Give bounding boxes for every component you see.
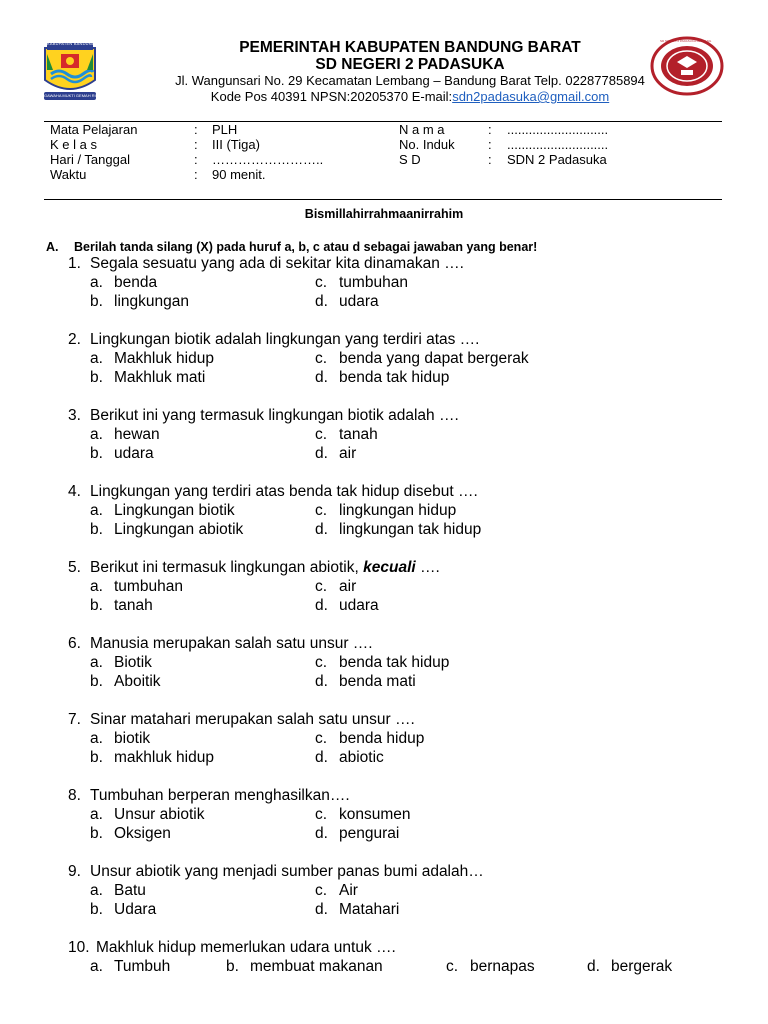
induk-field[interactable]: ............................ — [507, 137, 609, 152]
option-text: air — [339, 445, 357, 462]
header-school-name: SD NEGERI 2 PADASUKA — [315, 56, 505, 73]
option-c[interactable] — [315, 426, 378, 444]
option-text: benda — [114, 274, 158, 291]
question-number: 10. — [68, 939, 90, 956]
option-b[interactable] — [90, 521, 243, 539]
option-d[interactable] — [587, 958, 672, 976]
question-text: Lingkungan biotik adalah lingkungan yang terdiri atas …. — [90, 331, 480, 348]
option-letter: c. — [315, 350, 328, 367]
option-c[interactable] — [315, 578, 356, 596]
option-text: lingkungan hidup — [339, 502, 457, 519]
header-postcode-npsn: Kode Pos 40391 NPSN:20205370 E-mail: — [210, 89, 453, 104]
header-divider — [44, 121, 722, 122]
question-number: 5. — [68, 559, 81, 576]
option-letter: d. — [315, 369, 328, 386]
option-letter: d. — [315, 673, 328, 690]
sd-value: SDN 2 Padasuka — [507, 152, 607, 167]
option-b[interactable] — [90, 825, 171, 843]
mapel-value: PLH — [212, 122, 238, 137]
option-letter: c. — [315, 578, 328, 595]
question-text: Unsur abiotik yang menjadi sumber panas bumi adalah… — [90, 863, 484, 880]
option-a[interactable] — [90, 426, 160, 444]
option-letter: a. — [90, 958, 103, 975]
option-letter: c. — [315, 730, 328, 747]
colon: : — [488, 137, 492, 152]
option-letter: b. — [90, 673, 103, 690]
header-contact — [100, 89, 720, 104]
sd-label: S D — [399, 152, 421, 167]
option-d[interactable] — [315, 901, 399, 919]
info-divider — [44, 199, 722, 200]
option-text: lingkungan tak hidup — [339, 521, 482, 538]
question-2 — [68, 331, 479, 349]
waktu-label: Waktu — [50, 167, 87, 182]
question-number: 6. — [68, 635, 81, 652]
question-1 — [68, 255, 464, 273]
option-text: benda mati — [339, 673, 416, 690]
question-text: Manusia merupakan salah satu unsur …. — [90, 635, 373, 652]
option-text: membuat makanan — [250, 958, 383, 975]
question-5 — [68, 559, 440, 577]
option-text: udara — [339, 597, 379, 614]
question-3 — [68, 407, 459, 425]
option-c[interactable] — [315, 350, 529, 368]
logo-left-motto: GAWAHA MUKTI GEMAH RIPAH — [44, 93, 104, 98]
option-letter: b. — [90, 597, 103, 614]
mapel-label: Mata Pelajaran — [50, 122, 138, 137]
option-letter: b. — [226, 958, 239, 975]
colon: : — [194, 152, 198, 167]
option-letter: c. — [446, 958, 459, 975]
option-letter: c. — [315, 654, 328, 671]
option-text: tanah — [339, 426, 378, 443]
option-text: benda tak hidup — [339, 369, 450, 386]
option-letter: d. — [315, 901, 328, 918]
option-letter: b. — [90, 521, 103, 538]
option-text: benda hidup — [339, 730, 425, 747]
colon: : — [194, 167, 198, 182]
option-letter: a. — [90, 806, 103, 823]
hari-label: Hari / Tanggal — [50, 152, 130, 167]
option-letter: c. — [315, 274, 328, 291]
option-d[interactable] — [315, 293, 379, 311]
option-letter: b. — [90, 825, 103, 842]
option-text: lingkungan — [114, 293, 189, 310]
bismillah-heading: Bismillahirrahmaanirrahim — [304, 207, 464, 221]
question-7 — [68, 711, 415, 729]
option-a[interactable] — [90, 882, 146, 900]
option-letter: b. — [90, 293, 103, 310]
option-text: Matahari — [339, 901, 400, 918]
option-text: air — [339, 578, 357, 595]
option-text: Biotik — [114, 654, 152, 671]
waktu-value: 90 menit. — [212, 167, 266, 182]
option-letter: c. — [315, 882, 328, 899]
option-text: Lingkungan biotik — [114, 502, 235, 519]
question-emphasis: kecuali — [363, 559, 416, 576]
option-text: benda tak hidup — [339, 654, 450, 671]
option-text: biotik — [114, 730, 151, 747]
option-d[interactable] — [315, 749, 384, 767]
section-letter: A. — [46, 240, 59, 254]
hari-value: …………………….. — [212, 152, 324, 167]
question-6 — [68, 635, 373, 653]
option-text: abiotic — [339, 749, 384, 766]
option-a[interactable] — [90, 958, 170, 976]
question-number: 4. — [68, 483, 81, 500]
option-c[interactable] — [315, 730, 424, 748]
option-c[interactable] — [315, 654, 449, 672]
question-number: 8. — [68, 787, 81, 804]
option-c[interactable] — [315, 502, 456, 520]
section-instruction — [46, 240, 537, 254]
option-text: makhluk hidup — [114, 749, 214, 766]
header-government: PEMERINTAH KABUPATEN BANDUNG BARAT — [239, 39, 581, 56]
question-text: Berikut ini yang termasuk lingkungan biotik adalah …. — [90, 407, 459, 424]
option-d[interactable] — [315, 445, 356, 463]
option-d[interactable] — [315, 597, 379, 615]
option-b[interactable] — [90, 749, 214, 767]
option-text: Makhluk mati — [114, 369, 206, 386]
option-text: udara — [339, 293, 379, 310]
option-letter: c. — [315, 502, 328, 519]
option-text: Udara — [114, 901, 157, 918]
question-text: Segala sesuatu yang ada di sekitar kita dinamakan …. — [90, 255, 464, 272]
question-10 — [68, 939, 396, 957]
option-letter: d. — [315, 597, 328, 614]
option-b[interactable] — [90, 369, 205, 387]
kelas-label: K e l a s — [50, 137, 97, 152]
option-letter: a. — [90, 350, 103, 367]
option-b[interactable] — [226, 958, 383, 976]
option-c[interactable] — [315, 274, 408, 292]
option-d[interactable] — [315, 521, 481, 539]
option-text: konsumen — [339, 806, 411, 823]
question-number: 1. — [68, 255, 81, 272]
option-b[interactable] — [90, 673, 161, 691]
question-text: Berikut ini termasuk lingkungan abiotik, — [90, 559, 359, 576]
option-text: tumbuhan — [339, 274, 408, 291]
option-text: Tumbuh — [114, 958, 171, 975]
option-letter: c. — [315, 426, 328, 443]
option-letter: b. — [90, 369, 103, 386]
option-letter: d. — [315, 521, 328, 538]
option-text: Unsur abiotik — [114, 806, 205, 823]
option-letter: a. — [90, 654, 103, 671]
question-number: 2. — [68, 331, 81, 348]
nama-field[interactable]: ............................ — [507, 122, 609, 137]
induk-label: No. Induk — [399, 137, 455, 152]
option-text: hewan — [114, 426, 160, 443]
option-text: bernapas — [470, 958, 535, 975]
question-text: Makhluk hidup memerlukan udara untuk …. — [96, 939, 396, 956]
email-link[interactable]: sdn2padasuka@gmail.com — [452, 89, 610, 104]
option-letter: d. — [315, 825, 328, 842]
option-a[interactable] — [90, 578, 183, 596]
question-text: Sinar matahari merupakan salah satu unsur …. — [90, 711, 415, 728]
option-letter: d. — [315, 749, 328, 766]
instruction-text: Berilah tanda silang (X) pada huruf a, b, c atau d sebagai jawaban yang benar! — [74, 240, 538, 254]
question-number: 9. — [68, 863, 81, 880]
question-number: 7. — [68, 711, 81, 728]
option-text: tumbuhan — [114, 578, 183, 595]
colon: : — [488, 152, 492, 167]
option-letter: a. — [90, 426, 103, 443]
option-text: benda yang dapat bergerak — [339, 350, 529, 367]
option-letter: a. — [90, 882, 103, 899]
option-a[interactable] — [90, 654, 152, 672]
option-d[interactable] — [315, 673, 416, 691]
option-a[interactable] — [90, 350, 214, 368]
option-d[interactable] — [315, 369, 449, 387]
kelas-value: III (Tiga) — [212, 137, 260, 152]
option-letter: b. — [90, 901, 103, 918]
colon: : — [194, 122, 198, 137]
question-4 — [68, 483, 478, 501]
option-text: Air — [339, 882, 358, 899]
option-letter: d. — [315, 445, 328, 462]
question-9 — [68, 863, 484, 881]
option-letter: a. — [90, 274, 103, 291]
question-text: Lingkungan yang terdiri atas benda tak hidup disebut …. — [90, 483, 478, 500]
option-b[interactable] — [90, 901, 156, 919]
option-text: tanah — [114, 597, 153, 614]
option-text: Lingkungan abiotik — [114, 521, 244, 538]
question-tail: …. — [420, 559, 440, 576]
option-text: bergerak — [611, 958, 673, 975]
option-a[interactable] — [90, 806, 204, 824]
option-letter: d. — [315, 293, 328, 310]
option-b[interactable] — [90, 293, 189, 311]
nama-label: N a m a — [399, 122, 445, 137]
logo-right-text: SD NEGERI 2 PADASUKA LEMBANG — [660, 39, 712, 43]
option-a[interactable] — [90, 730, 150, 748]
option-letter: a. — [90, 578, 103, 595]
option-c[interactable] — [315, 806, 411, 824]
option-text: Batu — [114, 882, 146, 899]
header-address: Jl. Wangunsari No. 29 Kecamatan Lembang – Bandung Barat Telp. 02287785894 — [175, 73, 645, 88]
option-letter: c. — [315, 806, 328, 823]
option-letter: d. — [587, 958, 600, 975]
option-text: udara — [114, 445, 154, 462]
option-text: pengurai — [339, 825, 400, 842]
option-text: Makhluk hidup — [114, 350, 214, 367]
option-d[interactable] — [315, 825, 399, 843]
option-letter: a. — [90, 502, 103, 519]
logo-left-banner: KABUPATEN BANDUNG BARAT — [47, 41, 111, 46]
option-c[interactable] — [315, 882, 358, 900]
question-text: Tumbuhan berperan menghasilkan…. — [90, 787, 350, 804]
question-8 — [68, 787, 350, 805]
option-b[interactable] — [90, 597, 153, 615]
option-c[interactable] — [446, 958, 535, 976]
option-letter: b. — [90, 445, 103, 462]
colon: : — [488, 122, 492, 137]
option-a[interactable] — [90, 502, 235, 520]
option-text: Oksigen — [114, 825, 171, 842]
option-b[interactable] — [90, 445, 154, 463]
option-letter: a. — [90, 730, 103, 747]
option-a[interactable] — [90, 274, 157, 292]
option-letter: b. — [90, 749, 103, 766]
option-text: Aboitik — [114, 673, 161, 690]
colon: : — [194, 137, 198, 152]
question-number: 3. — [68, 407, 81, 424]
